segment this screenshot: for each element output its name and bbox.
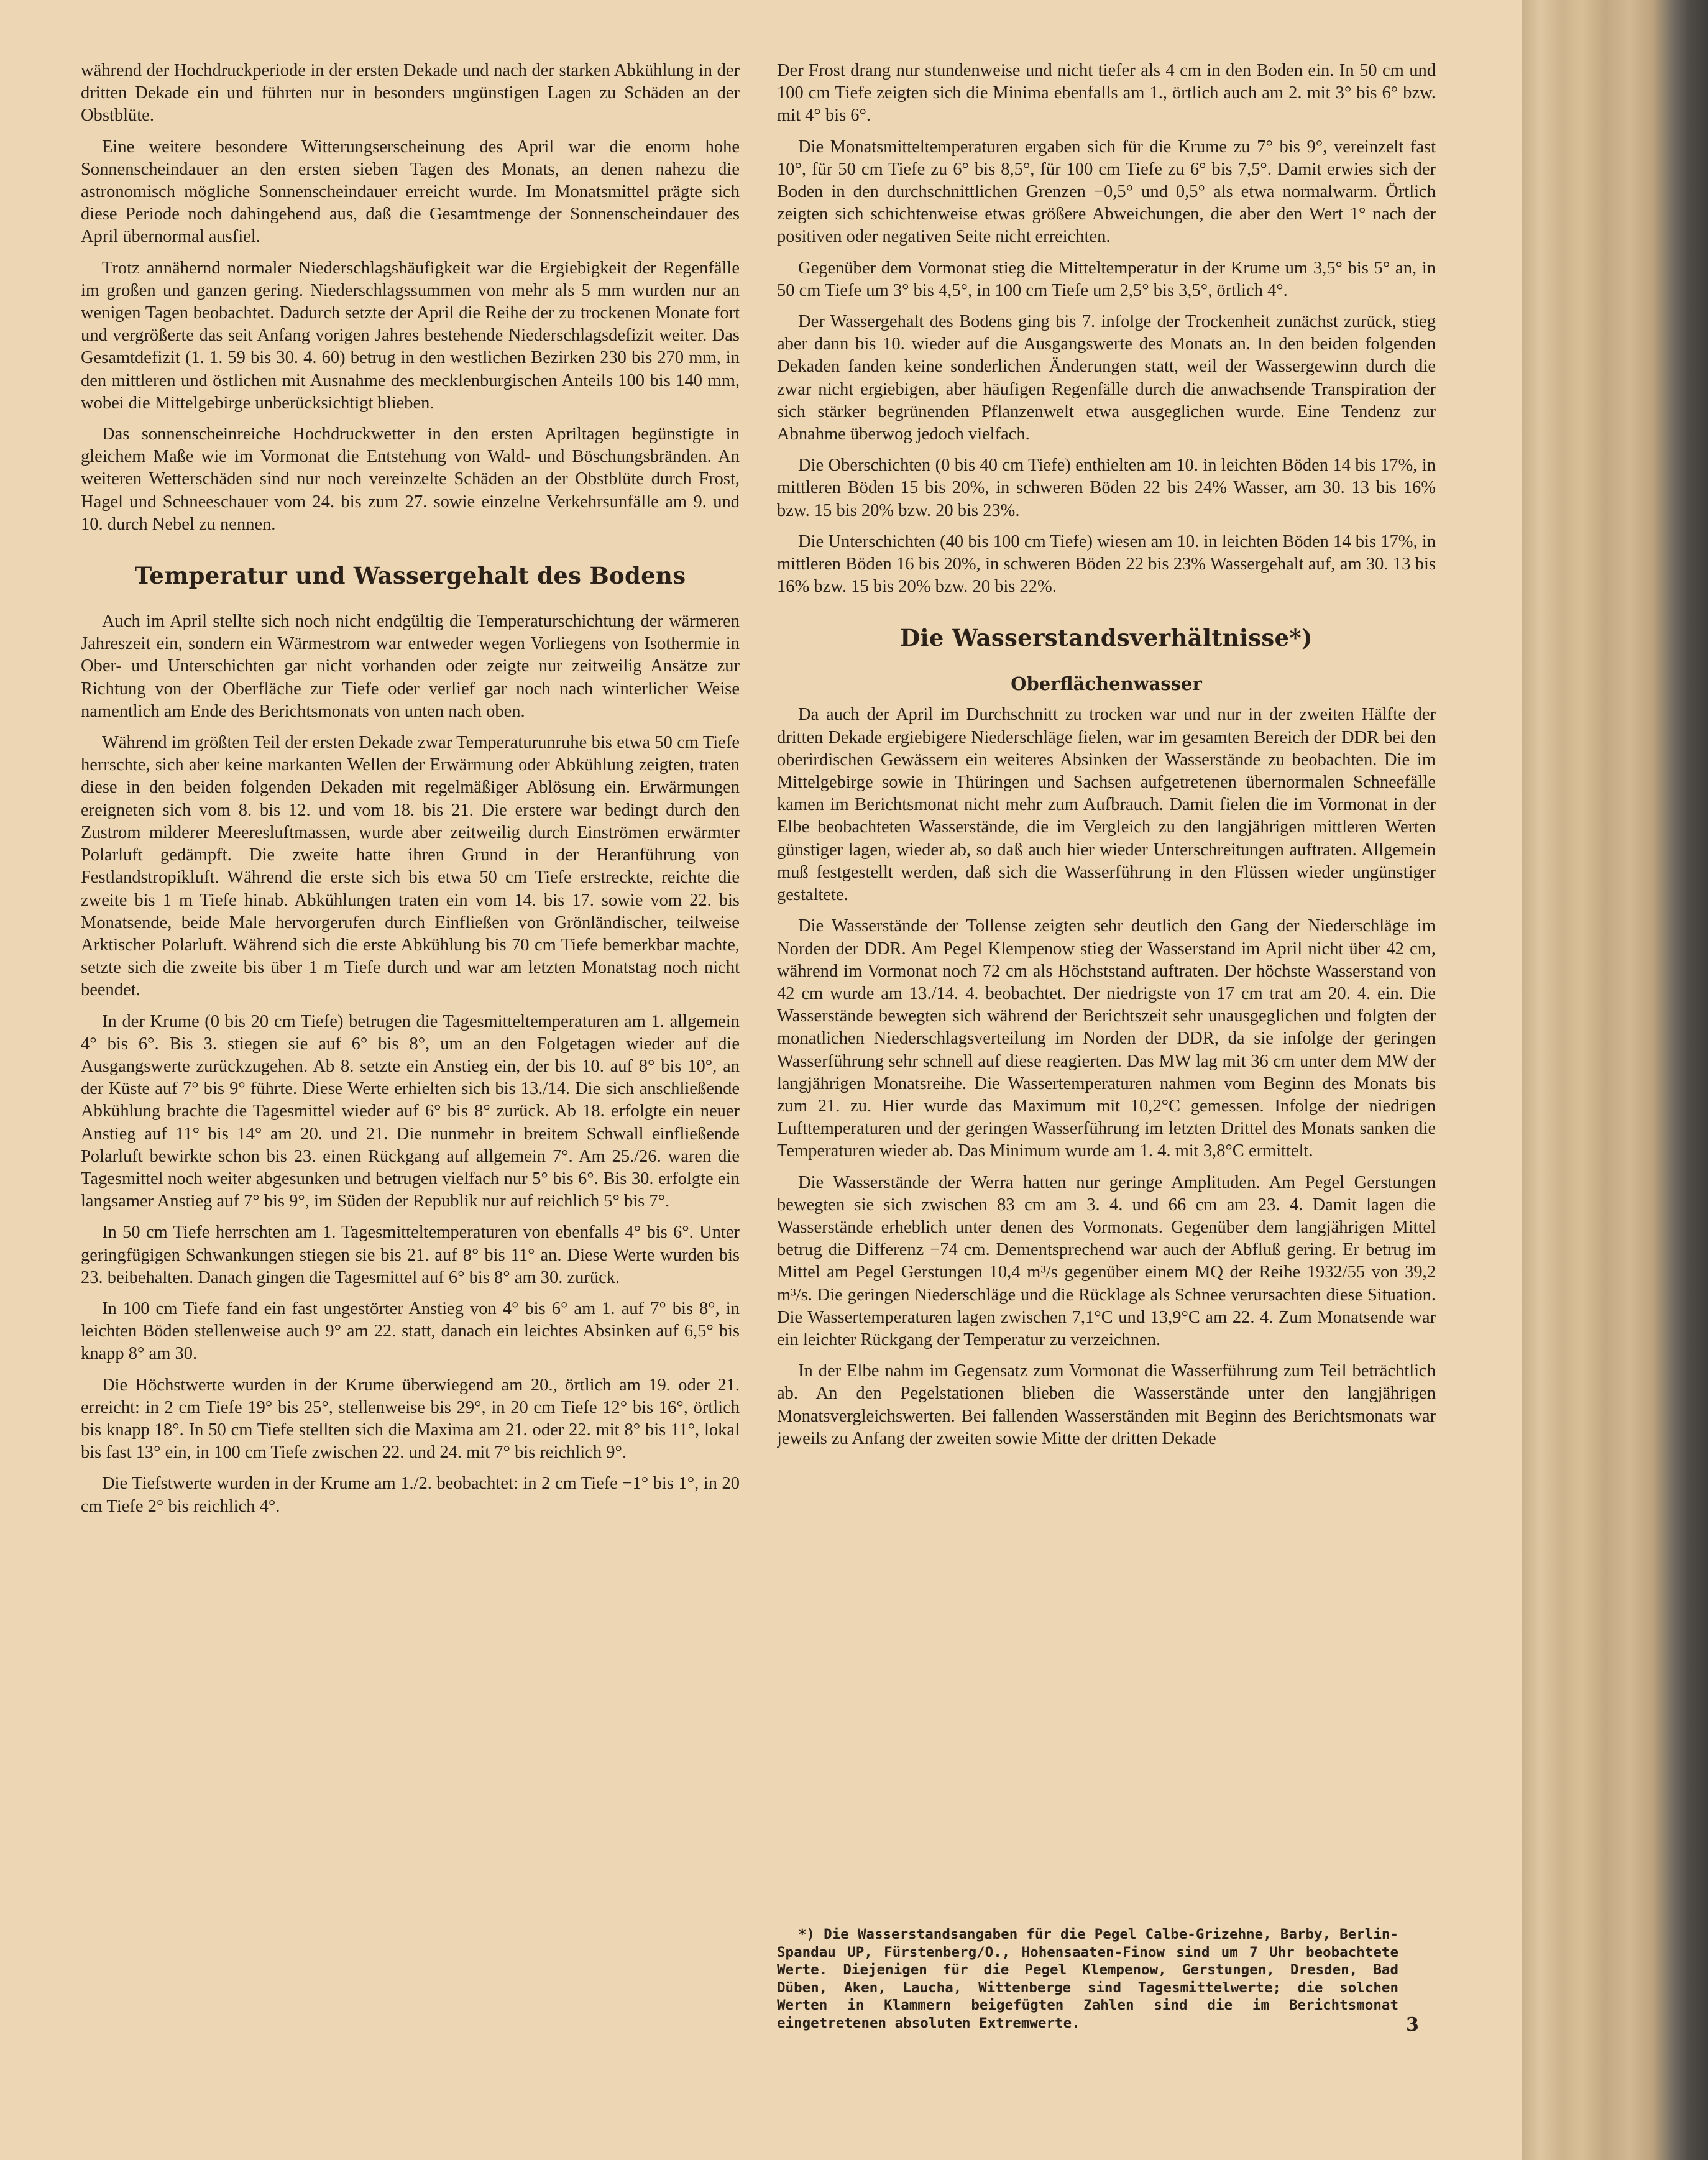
paragraph: In 50 cm Tiefe herrschten am 1. Tagesmitteltemperaturen von ebenfalls 4° bis 6°. Unter geringfügigen Schwankungen stiegen sie bis 21. auf 8° bis 11° an. Diese Werte wurden bis 23. beibehalten. Danach gingen die Tagesmittel auf 6° bis 8° am 30. zurück.: [81, 1223, 740, 1287]
section-heading: Die Wasserstandsverhältnisse*): [900, 624, 1313, 652]
page-number: 3: [1406, 2014, 1419, 2036]
paragraph: Eine weitere besondere Witterungserscheinung des April war die enorm hohe Sonnenscheindauer an den ersten sieben Tagen des Monats, an denen nahezu die astronomisch mögliche Sonnenscheindauer erreicht wurde. Im Monatsmittel prägte sich diese Periode noch dahingehend aus, daß die Gesamtmenge der Sonnenscheindauer des April übernormal ausfiel.: [81, 137, 740, 247]
paragraph: Die Unterschichten (40 bis 100 cm Tiefe) wiesen am 10. in leichten Böden 14 bis 17%, in mittleren Böden 16 bis 20%, in schweren Böden 22 bis 23% Wassergehalt auf, am 30. 13 bis 16% bzw. 15 bis 20% bzw. 20 bis 22%.: [777, 531, 1436, 597]
paragraph: In der Krume (0 bis 20 cm Tiefe) betrugen die Tagesmitteltemperaturen am 1. allgemein 4° bis 6°. Bis 3. stiegen sie auf 6° bis 8°, um an den Folgetagen wieder auf die Ausgangswerte zurückzugehen. Ab 8. setzte ein Anstieg ein, der bis 10. auf 8° bis 10°, an der Küste auf 7° bis 9° führte. Diese Werte erhielten sich bis 13./14. Die sich anschließende Abkühlung brachte die Tagesmittel wieder auf 6° bis 8° zurück. Ab 18. erfolgte ein neuer Anstieg auf 11° bis 14° am 20. und 21. Die nunmehr in breitem Schwall einfließende Polarluft bewirkte schon bis 23. einen Rückgang auf allgemein 7°. Am 25./26. waren die Tagesmittel noch weiter abgesunken und betrugen vielfach nur 5° bis 6°. Bis 30. erfolgte ein langsamer Anstieg auf 7° bis 9°, im Süden der Republik nur auf reichlich 5° bis 7°.: [81, 1011, 740, 1211]
paragraph: Die Wasserstände der Tollense zeigten sehr deutlich den Gang der Niederschläge im Norden der DDR. Am Pegel Klempenow stieg der Wasserstand im April nicht über 42 cm, während im Vormonat noch 72 cm als Höchststand auftraten. Der höchste Wasserstand von 42 cm wurde am 13./14. 4. beobachtet. Der niedrigste von 17 cm trat am 20. 4. ein. Die Wasserstände bewegten sich während der Berichtszeit sehr unausgeglichen und folgten der monatlichen Niederschlagsverteilung im Norden der DDR, da sie infolge der geringen Wasserführung sehr schnell auf diese reagierten. Das MW lag mit 36 cm unter dem MW der langjährigen Monatsreihe. Die Wassertemperaturen nahmen vom Beginn des Monats bis zum 21. zu. Hier wurde das Maximum mit 10,2°C gemessen. Infolge der niedrigen Lufttemperaturen und der geringen Wasserführung im letzten Drittel des Monats sanken die Temperaturen wieder ab. Das Minimum wurde am 1. 4. mit 3,8°C ermittelt.: [777, 916, 1436, 1161]
paragraph: Da auch der April im Durchschnitt zu trocken war und nur in der zweiten Hälfte der dritten Dekade ergiebigere Niederschläge fielen, war im gesamten Bereich der DDR bei den oberirdischen Gewässern ein weiteres Absinken der Wasserstände zu beobachten. Die im Mittelgebirge sowie in Thüringen und Sachsen aufgetretenen übernormalen Schneefälle kamen im Berichtsmonat nicht mehr zum Aufbrauch. Damit fielen die im Vormonat in der Elbe beobachteten Wasserstände, die im Vergleich zu den langjährigen mittleren Werten günstiger lagen, wieder ab, so daß auch hier wieder Unterschreitungen auftraten. Allgemein muß festgestellt werden, daß sich die Wasserführung in den Flüssen wieder ungünstiger gestaltete.: [777, 705, 1436, 905]
paragraph: Die Höchstwerte wurden in der Krume überwiegend am 20., örtlich am 19. oder 21. erreicht: in 2 cm Tiefe 19° bis 25°, stellenweise bis 29°, in 20 cm Tiefe 12° bis 16°, örtlich bis knapp 18°. In 50 cm Tiefe stellten sich die Maxima am 21. oder 22. mit 8° bis 11°, lokal bis fast 13° ein, in 100 cm Tiefe zwischen 22. und 24. mit 7° bis reichlich 9°.: [81, 1375, 740, 1463]
paragraph: Die Monatsmitteltemperaturen ergaben sich für die Krume zu 7° bis 9°, vereinzelt fast 10°, für 50 cm Tiefe zu 6° bis 8,5°, für 100 cm Tiefe zu 6° bis 7,5°. Damit erwies sich der Boden in den durchschnittlichen Grenzen −0,5° und 0,5° als etwa normalwarm. Örtlich zeigten sich schichtenweise etwas größere Abweichungen, die aber den Wert 1° nach der positiven oder negativen Seite nicht erreichten.: [777, 137, 1436, 247]
footnote-text: *) Die Wasserstandsangaben für die Pegel Calbe-Grizehne, Barby, Berlin-Spandau UP, Fürstenberg/O., Hohensaaten-Finow sind um 7 Uhr beobachtete Werte. Diejenigen für die Pegel Klempenow, Gerstungen, Dresden, Bad Düben, Aken, Laucha, Wittenberge sind Tagesmittelwerte; die solchen Werten in Klammern beigefügten Zahlen sind die im Berichtsmonat eingetretenen absoluten Extremwerte.: [777, 1926, 1398, 2031]
paragraph: Die Oberschichten (0 bis 40 cm Tiefe) enthielten am 10. in leichten Böden 14 bis 17%, in mittleren Böden 15 bis 20%, in schweren Böden 22 bis 24% Wasser, am 30. 13 bis 16% bzw. 15 bis 20% bzw. 20 bis 23%.: [777, 456, 1436, 520]
paragraph: Das sonnenscheinreiche Hochdruckwetter in den ersten Apriltagen begünstigte in gleichem Maße wie im Vormonat die Entstehung von Wald- und Böschungsbränden. An weiteren Wetterschäden sind nur noch vereinzelte Schäden an der Obstblüte durch Frost, Hagel und Schneeschauer vom 24. bis zum 27. sowie einzelne Verkehrsunfälle am 9. und 10. durch Nebel zu nennen.: [81, 425, 740, 534]
paragraph: Gegenüber dem Vormonat stieg die Mitteltemperatur in der Krume um 3,5° bis 5° an, in 50 cm Tiefe um 3° bis 4,5°, in 100 cm Tiefe um 2,5° bis 3,5°, örtlich 4°.: [777, 258, 1436, 300]
section-heading: Temperatur und Wassergehalt des Bodens: [134, 562, 686, 590]
paragraph: Die Wasserstände der Werra hatten nur geringe Amplituden. Am Pegel Gerstungen bewegten sie sich zwischen 83 cm am 3. 4. und 66 cm am 23. 4. Damit lagen die Wasserstände erheblich unter denen des Vormonats. Gegenüber dem langjährigen Mittel betrug die Differenz −74 cm. Dementsprechend war auch der Abfluß gering. Er betrug im Mittel am Pegel Gerstungen 10,4 m³/s gegenüber einem MQ der Reihe 1932/55 von 39,2 m³/s. Die geringen Niederschläge und die Rücklage als Schnee verursachten diese Situation. Die Wassertemperaturen lagen zwischen 7,1°C und 13,9°C am 22. 4. Zum Monatsende war ein leichter Rückgang der Temperatur zu verzeichnen.: [777, 1172, 1436, 1349]
paragraph: Die Tiefstwerte wurden in der Krume am 1./2. beobachtet: in 2 cm Tiefe −1° bis 1°, in 20 cm Tiefe 2° bis reichlich 4°.: [81, 1474, 740, 1516]
book-binding-edge: [1522, 0, 1708, 2160]
paragraph: Trotz annähernd normaler Niederschlagshäufigkeit war die Ergiebigkeit der Regenfälle im großen und ganzen gering. Niederschlagssummen von mehr als 5 mm wurden nur an wenigen Tagen beobachtet. Dadurch setzte der April die Reihe der zu trockenen Monate fort und vergrößerte das seit Anfang vorigen Jahres bestehende Niederschlagsdefizit weiter. Das Gesamtdefizit (1. 1. 59 bis 30. 4. 60) betrug in den westlichen Bezirken 230 bis 270 mm, in den mittleren und östlichen mit Ausnahme des mecklenburgischen Anteils 100 bis 140 mm, wobei die Mittelgebirge unberücksichtigt blieben.: [81, 258, 740, 413]
paragraph: Der Frost drang nur stundenweise und nicht tiefer als 4 cm in den Boden ein. In 50 cm und 100 cm Tiefe zeigten sich die Minima ebenfalls am 1., örtlich auch am 2. mit 3° bis 6° bzw. mit 4° bis 6°.: [777, 61, 1436, 126]
paragraph: während der Hochdruckperiode in der ersten Dekade und nach der starken Abkühlung in der dritten Dekade ein und führten nur in besonders ungünstigen Lagen zu Schäden an der Obstblüte.: [81, 61, 740, 126]
left-column: [81, 60, 740, 2074]
paragraph: Der Wassergehalt des Bodens ging bis 7. infolge der Trockenheit zunächst zurück, stieg aber dann bis 10. wieder auf die Ausgangswerte des Monats an. In den beiden folgenden Dekaden fanden keine sonderlichen Änderungen statt, weil der Wassergewinn durch die zwar nicht ergiebigen, aber häufigen Regenfälle durch die anwachsende Transpiration der sich stärker begrünenden Pflanzenwelt etwa ausgeglichen wurde. Eine Tendenz zur Abnahme überwog jedoch vielfach.: [777, 312, 1436, 444]
right-column: [777, 60, 1436, 2011]
footnote: [777, 1926, 1398, 2032]
paragraph: Auch im April stellte sich noch nicht endgültig die Temperaturschichtung der wärmeren Jahreszeit ein, sondern ein Wärmestrom war entweder wegen Vorliegens von Isothermie in Ober- und Unterschichten gar nicht vorhanden oder zeigte nur zeitweilig Ansätze zur Richtung von der Oberfläche zur Tiefe oder verlief gar noch nach winterlicher Weise namentlich am Ende des Berichtsmonats von unten nach oben.: [81, 612, 740, 721]
subsection-heading: Oberflächenwasser: [1011, 673, 1202, 695]
paragraph: In 100 cm Tiefe fand ein fast ungestörter Anstieg von 4° bis 6° am 1. auf 7° bis 8°, in leichten Böden stellenweise auch 9° am 22. statt, danach ein leichtes Absinken auf 6,5° bis knapp 8° am 30.: [81, 1298, 740, 1364]
paragraph: In der Elbe nahm im Gegensatz zum Vormonat die Wasserführung zum Teil beträchtlich ab. An den Pegelstationen blieben die Wasserstände unter den langjährigen Monatsvergleichswerten. Bei fallenden Wasserständen mit Beginn des Berichtsmonats war jeweils zu Anfang der zweiten sowie Mitte der dritten Dekade: [777, 1361, 1436, 1448]
paragraph: Während im größten Teil der ersten Dekade zwar Temperaturunruhe bis etwa 50 cm Tiefe herrschte, sich aber keine markanten Wellen der Erwärmung oder Abkühlung zeigten, traten diese in den beiden folgenden Dekaden mit regelmäßiger Ablösung ein. Erwärmungen ereigneten sich vom 8. bis 12. und vom 18. bis 21. Die erstere war bedingt durch den Zustrom milderer Meeresluftmassen, wurde aber zeitweilig durch Einströmen erwärmter Polarluft gedämpft. Die zweite hatte ihren Grund in der Heranführung von Festlandstropikluft. Während die erste sich bis etwa 50 cm Tiefe erstreckte, reichte die zweite bis 1 m Tiefe hinab. Abkühlungen traten ein vom 14. bis 17. sowie vom 22. bis Monatsende, beide Male hervorgerufen durch Einfließen von Grönländischer, teilweise Arktischer Polarluft. Während sich die erste Abkühlung bis 70 cm Tiefe bemerkbar machte, setzte sich die zweite bis über 1 m Tiefe durch und war am letzten Monatstag noch nicht beendet.: [81, 733, 740, 1000]
